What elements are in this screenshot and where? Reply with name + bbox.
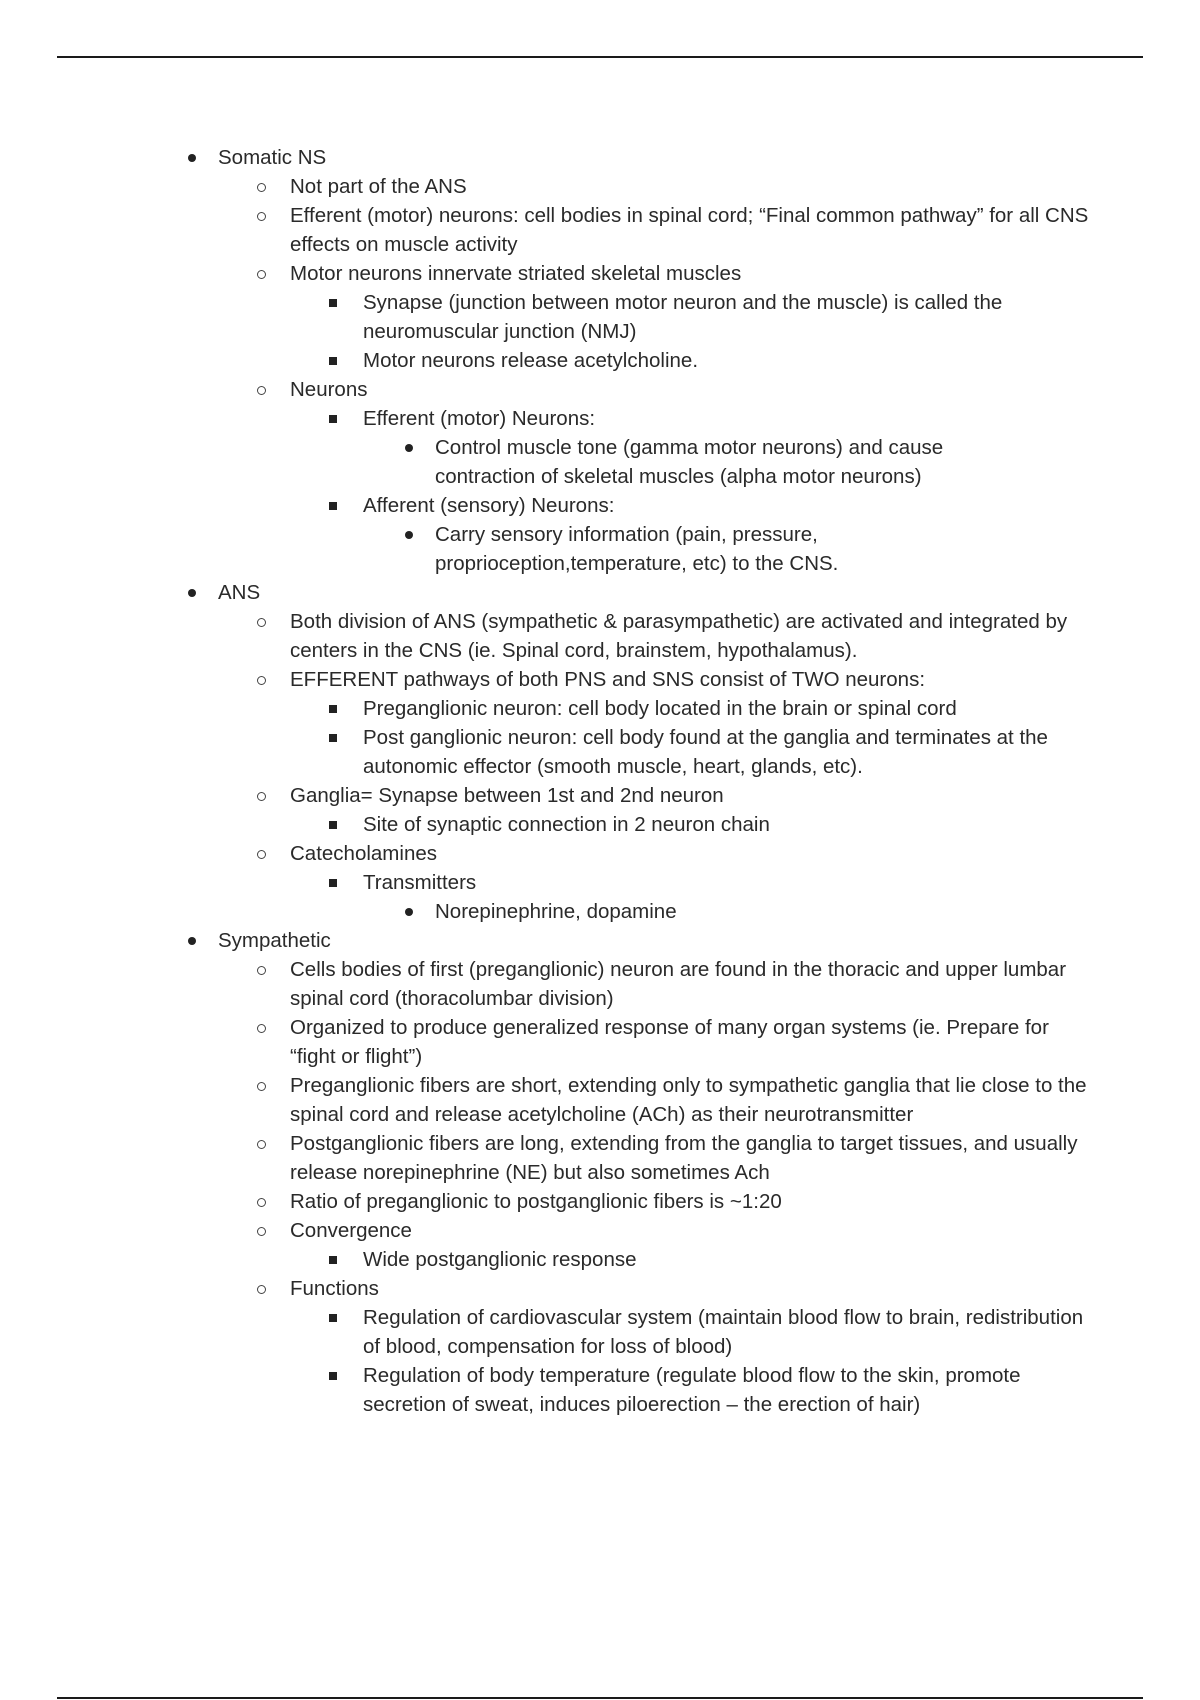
bullet-circle-icon — [257, 375, 266, 404]
section-title: Somatic NS — [218, 146, 327, 169]
list-item: Ganglia= Synapse between 1st and 2nd neuron — [290, 781, 1090, 810]
list-item: Ratio of preganglionic to postganglionic fibers is ~1:20 — [290, 1187, 1090, 1216]
list-item: Control muscle tone (gamma motor neurons) and cause contraction of skeletal muscles (alpha motor neurons) — [435, 433, 1035, 491]
bullet-dot-icon — [405, 433, 413, 462]
section-title: Sympathetic — [218, 929, 331, 952]
bullet-circle-icon — [257, 259, 266, 288]
footer-rule — [57, 1697, 1143, 1699]
bullet-circle-icon — [257, 1071, 266, 1100]
list-item: Efferent (motor) neurons: cell bodies in spinal cord; “Final common pathway” for all CNS effects on muscle activity — [290, 201, 1090, 259]
list-item: Organized to produce generalized response of many organ systems (ie. Prepare for “fight or flight”) — [290, 1013, 1090, 1071]
bullet-square-icon — [329, 723, 337, 752]
list-item: Postganglionic fibers are long, extending from the ganglia to target tissues, and usually release norepinephrine (NE) but also sometimes Ach — [290, 1129, 1090, 1187]
list-item: Cells bodies of first (preganglionic) neuron are found in the thoracic and upper lumbar spinal cord (thoracolumbar division) — [290, 955, 1090, 1013]
list-item: Catecholamines — [290, 839, 1090, 868]
bullet-square-icon — [329, 1303, 337, 1332]
list-item: Motor neurons innervate striated skeletal muscles — [290, 259, 1090, 288]
bullet-circle-icon — [257, 1274, 266, 1303]
bullet-square-icon — [329, 1245, 337, 1274]
list-item: Convergence — [290, 1216, 1090, 1245]
bullet-circle-icon — [257, 781, 266, 810]
bullet-dot-icon — [188, 926, 196, 955]
bullet-square-icon — [329, 491, 337, 520]
list-item: Transmitters — [363, 868, 1093, 897]
section-ans — [218, 578, 1108, 607]
section-title: ANS — [218, 581, 261, 604]
list-item: Motor neurons release acetylcholine. — [363, 346, 1093, 375]
list-item: Preganglionic fibers are short, extending only to sympathetic ganglia that lie close to the spinal cord and release acetylcholine (ACh) as their neurotransmitter — [290, 1071, 1090, 1129]
notes-outline — [0, 143, 1200, 1419]
bullet-dot-icon — [188, 578, 196, 607]
list-item: Regulation of cardiovascular system (maintain blood flow to brain, redistribution of blood, compensation for loss of blood) — [363, 1303, 1093, 1361]
bullet-circle-icon — [257, 172, 266, 201]
header-rule — [57, 56, 1143, 58]
bullet-dot-icon — [405, 520, 413, 549]
list-item: Afferent (sensory) Neurons: — [363, 491, 1093, 520]
list-item: Regulation of body temperature (regulate blood flow to the skin, promote secretion of sweat, induces piloerection – the erection of hair) — [363, 1361, 1093, 1419]
bullet-circle-icon — [257, 1187, 266, 1216]
list-item: Preganglionic neuron: cell body located in the brain or spinal cord — [363, 694, 1093, 723]
bullet-circle-icon — [257, 201, 266, 230]
bullet-square-icon — [329, 288, 337, 317]
list-item: Site of synaptic connection in 2 neuron chain — [363, 810, 1093, 839]
bullet-square-icon — [329, 694, 337, 723]
list-item: Efferent (motor) Neurons: — [363, 404, 1093, 433]
bullet-square-icon — [329, 346, 337, 375]
bullet-circle-icon — [257, 607, 266, 636]
bullet-circle-icon — [257, 1013, 266, 1042]
bullet-circle-icon — [257, 665, 266, 694]
list-item: EFFERENT pathways of both PNS and SNS consist of TWO neurons: — [290, 665, 1090, 694]
list-item: Synapse (junction between motor neuron and the muscle) is called the neuromuscular junction (NMJ) — [363, 288, 1093, 346]
bullet-circle-icon — [257, 839, 266, 868]
bullet-square-icon — [329, 810, 337, 839]
bullet-circle-icon — [257, 1216, 266, 1245]
bullet-square-icon — [329, 404, 337, 433]
bullet-circle-icon — [257, 955, 266, 984]
bullet-square-icon — [329, 868, 337, 897]
list-item: Wide postganglionic response — [363, 1245, 1093, 1274]
section-somatic-ns — [218, 143, 1108, 172]
list-item: Not part of the ANS — [290, 172, 1090, 201]
bullet-circle-icon — [257, 1129, 266, 1158]
list-item: Post ganglionic neuron: cell body found at the ganglia and terminates at the autonomic effector (smooth muscle, heart, glands, etc). — [363, 723, 1093, 781]
section-sympathetic — [218, 926, 1108, 955]
list-item: Norepinephrine, dopamine — [435, 897, 1035, 926]
list-item: Both division of ANS (sympathetic & parasympathetic) are activated and integrated by centers in the CNS (ie. Spinal cord, brainstem, hypothalamus). — [290, 607, 1090, 665]
list-item: Neurons — [290, 375, 1090, 404]
list-item: Carry sensory information (pain, pressure, proprioception,temperature, etc) to the CNS. — [435, 520, 1035, 578]
bullet-dot-icon — [188, 143, 196, 172]
bullet-square-icon — [329, 1361, 337, 1390]
list-item: Functions — [290, 1274, 1090, 1303]
bullet-dot-icon — [405, 897, 413, 926]
